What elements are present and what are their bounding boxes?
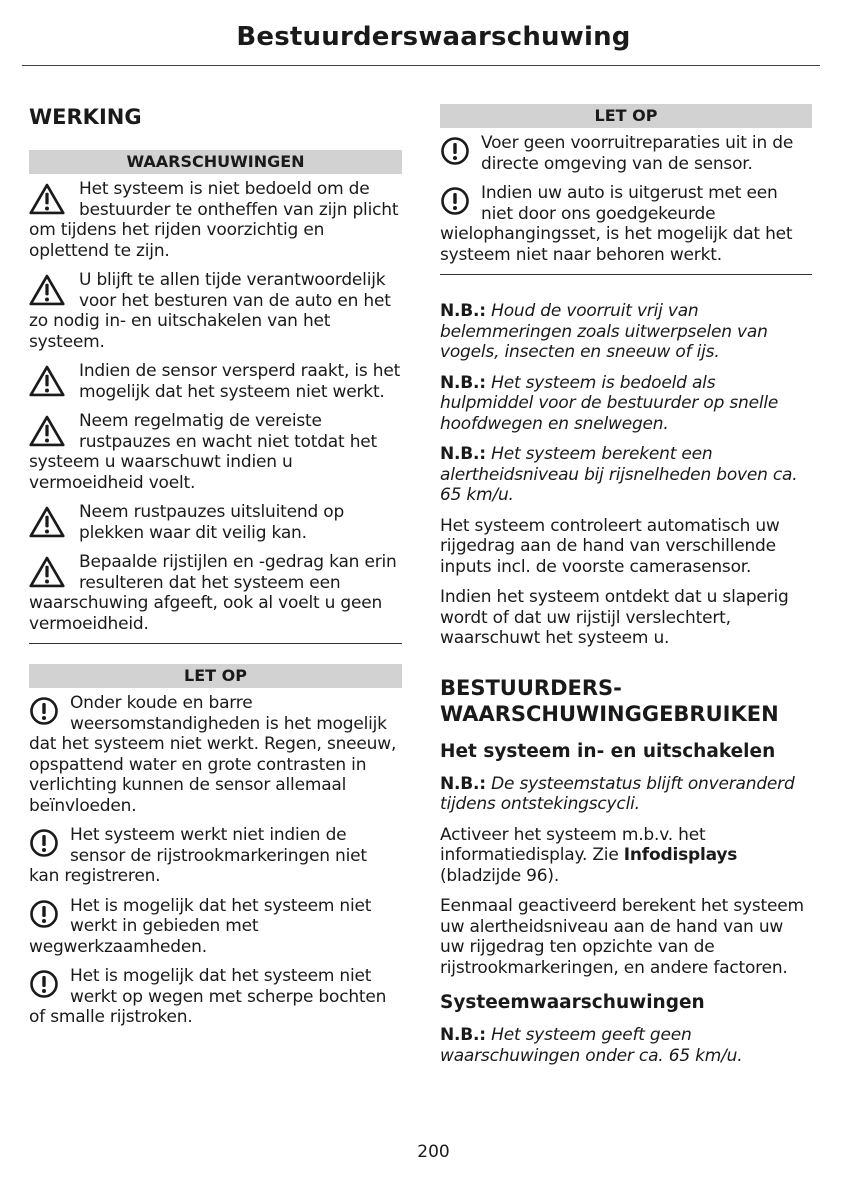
note-label: N.B.: — [440, 773, 486, 794]
warning-item — [29, 411, 402, 493]
note — [440, 301, 812, 363]
note — [440, 373, 812, 435]
caution-text: Het systeem werkt niet indien de sensor de rijstrookmarkeringen niet kan registreren. — [29, 825, 367, 886]
caution-box-title: LET OP — [440, 104, 812, 128]
warning-item — [29, 270, 402, 352]
caution-circle-icon — [440, 136, 470, 166]
warning-text: Bepaalde rijstijlen en -gedrag kan erin resulteren dat het systeem een waarschuwing afgeeft, ook al voelt u geen vermoeidheid. — [29, 552, 397, 634]
section-title-line: WAARSCHUWINGGEBRUIKEN — [440, 701, 779, 726]
paragraph-text: (bladzijde 96). — [440, 865, 560, 886]
warning-text: Indien de sensor versperd raakt, is het mogelijk dat het systeem niet werkt. — [79, 361, 401, 402]
warning-triangle-icon — [29, 273, 65, 307]
page-title: Bestuurderswaarschuwing — [236, 22, 631, 52]
warning-text: U blijft te allen tijde verantwoordelijk voor het besturen van de auto en het zo nodig in- en uitschakelen van het systeem. — [29, 270, 391, 352]
warning-text: Het systeem is niet bedoeld om de bestuurder te ontheffen van zijn plicht om tijdens het rijden voorzichtig en oplettend te zijn. — [29, 179, 399, 261]
caution-item — [29, 896, 402, 958]
cross-reference-link[interactable]: Infodisplays — [623, 845, 738, 865]
subheading-in-uitschakelen: Het systeem in- en uitschakelen — [440, 740, 776, 762]
caution-box-right — [440, 104, 812, 275]
caution-circle-icon — [29, 828, 59, 858]
note-label: N.B.: — [440, 301, 486, 321]
section-title-gebruiken — [440, 675, 812, 727]
caution-circle-icon — [440, 186, 470, 216]
caution-text: Onder koude en barre weersomstandigheden is het mogelijk dat het systeem niet werkt. Regen, sneeuw, opspattend water en grote contrasten in verlichting kunnen de sensor allemaal beïnvloeden. — [29, 693, 397, 816]
caution-box-divider — [440, 274, 812, 275]
note-text: Het systeem is bedoeld als hulpmiddel voor de bestuurder op snelle hoofdwegen en snelwegen. — [440, 372, 779, 434]
caution-text: Voer geen voorruitreparaties uit in de directe omgeving van de sensor. — [481, 133, 794, 174]
caution-item — [29, 966, 402, 1028]
caution-circle-icon — [29, 899, 59, 929]
warning-triangle-icon — [29, 555, 65, 589]
paragraph: Het systeem controleert automatisch uw rijgedrag aan de hand van verschillende inputs incl. de voorste camerasensor. — [440, 515, 780, 577]
caution-text: Het is mogelijk dat het systeem niet werkt op wegen met scherpe bochten of smalle rijstroken. — [29, 966, 387, 1027]
warning-triangle-icon — [29, 505, 65, 539]
warning-triangle-icon — [29, 182, 65, 216]
warning-triangle-icon — [29, 364, 65, 398]
note-text: Het systeem geeft geen waarschuwingen onder ca. 65 km/u. — [440, 1025, 743, 1066]
section-title-werking: WERKING — [29, 105, 142, 129]
section-title-line: BESTUURDERS- — [440, 675, 622, 700]
warning-text: Neem rustpauzes uitsluitend op plekken waar dit veilig kan. — [79, 502, 345, 543]
caution-circle-icon — [29, 969, 59, 999]
warning-text: Neem regelmatig de vereiste rustpauzes en wacht niet totdat het systeem u waarschuwt indien u vermoeidheid voelt. — [29, 411, 377, 493]
caution-item — [440, 133, 812, 174]
page-number: 200 — [417, 1142, 450, 1162]
paragraph — [440, 825, 812, 887]
paragraph: Indien het systeem ontdekt dat u slaperig wordt of dat uw rijstijl verslechtert, waarschuwt het systeem u. — [440, 587, 789, 648]
caution-box-left — [29, 664, 402, 1028]
paragraph: Eenmaal geactiveerd berekent het systeem uw alertheidsniveau aan de hand van uw uw rijgedrag ten opzichte van de rijstrookmarkeringen, en andere factoren. — [440, 896, 804, 978]
warning-item — [29, 502, 402, 543]
note-label: N.B.: — [440, 1025, 486, 1045]
note-text: De systeemstatus blijft onveranderd tijdens ontstekingscycli. — [440, 773, 795, 814]
note-text: Het systeem berekent een alertheidsniveau bij rijsnelheden boven ca. 65 km/u. — [440, 444, 798, 505]
caution-item — [29, 693, 402, 816]
warning-triangle-icon — [29, 414, 65, 448]
caution-text: Het is mogelijk dat het systeem niet werkt in gebieden met wegwerkzaamheden. — [29, 895, 372, 957]
note-text: Houd de voorruit vrij van belemmeringen zoals uitwerpselen van vogels, insecten en sneeuw of ijs. — [440, 301, 768, 362]
warnings-box-divider — [29, 643, 402, 644]
caution-box-title: LET OP — [29, 664, 402, 688]
warning-item — [29, 179, 402, 261]
header-divider — [22, 65, 820, 66]
note — [440, 444, 812, 506]
right-column — [440, 104, 812, 1076]
caution-text: Indien uw auto is uitgerust met een niet door ons goedgekeurde wielophangingsset, is het mogelijk dat het systeem niet naar behoren werkt. — [440, 183, 793, 265]
warnings-box — [29, 150, 402, 644]
warning-item — [29, 361, 402, 402]
caution-item — [29, 825, 402, 887]
paragraph-text: Activeer het systeem m.b.v. het informatiedisplay. Zie — [440, 824, 706, 865]
subheading-systeemwaarschuwingen: Systeemwaarschuwingen — [440, 992, 705, 1013]
note — [440, 774, 812, 815]
warning-item — [29, 552, 402, 634]
left-column — [29, 104, 402, 1037]
note-label: N.B.: — [440, 372, 486, 393]
caution-circle-icon — [29, 696, 59, 726]
notes-group — [440, 301, 812, 649]
caution-item — [440, 183, 812, 265]
note — [440, 1025, 812, 1066]
note-label: N.B.: — [440, 444, 486, 464]
warnings-box-title: WAARSCHUWINGEN — [29, 150, 402, 174]
